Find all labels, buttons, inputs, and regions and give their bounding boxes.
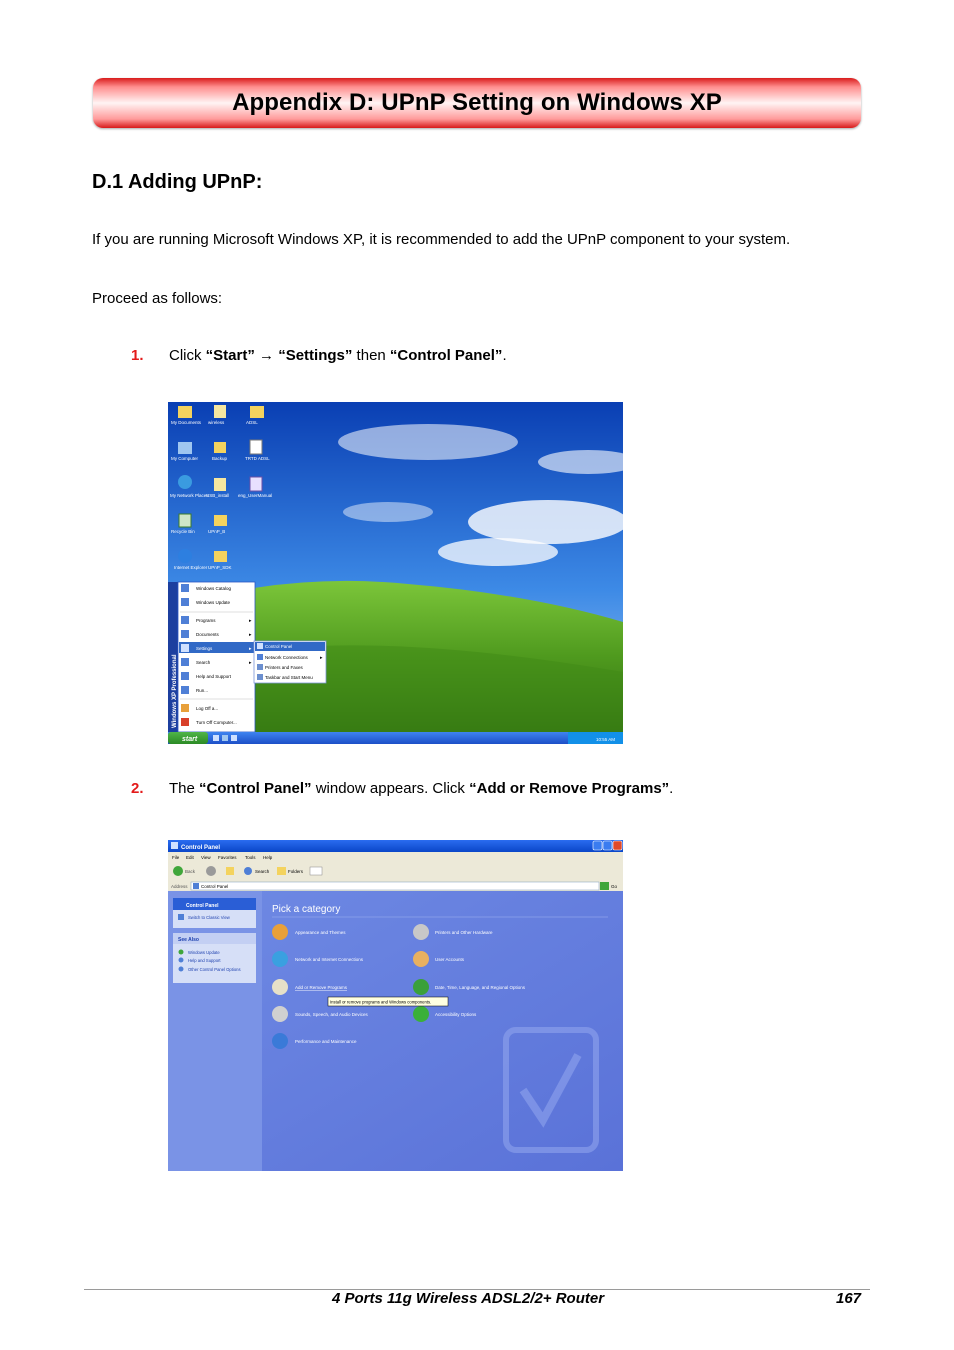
svg-text:Run...: Run... bbox=[196, 688, 209, 693]
svg-text:Recycle Bin: Recycle Bin bbox=[171, 529, 195, 534]
xp-desktop-screenshot bbox=[168, 402, 623, 744]
svg-text:Back: Back bbox=[185, 869, 196, 874]
svg-text:Backup: Backup bbox=[212, 456, 228, 461]
svg-text:Install or remove programs and: Install or remove programs and Windows components. bbox=[330, 999, 432, 1005]
section-title: D.1 Adding UPnP: bbox=[92, 171, 263, 193]
svg-text:Add or Remove Programs: Add or Remove Programs bbox=[295, 985, 348, 990]
svg-text:▸: ▸ bbox=[249, 618, 252, 624]
step-number: 1. bbox=[131, 347, 144, 364]
svg-text:Windows XP Professional: Windows XP Professional bbox=[172, 654, 178, 728]
svg-text:eng_UserManual: eng_UserManual bbox=[238, 493, 273, 498]
svg-text:wireless: wireless bbox=[208, 420, 225, 425]
svg-text:Accessibility Options: Accessibility Options bbox=[435, 1012, 477, 1017]
banner-title: Appendix D: UPnP Setting on Windows XP bbox=[232, 89, 722, 116]
svg-text:Date, Time, Language, and Regi: Date, Time, Language, and Regional Options bbox=[435, 985, 526, 990]
svg-text:Pick a category: Pick a category bbox=[272, 904, 341, 915]
svg-text:Control Panel: Control Panel bbox=[181, 845, 221, 851]
svg-text:Log Off a...: Log Off a... bbox=[196, 706, 219, 711]
svg-text:Internet Explorer: Internet Explorer bbox=[174, 565, 208, 570]
control-panel-screenshot bbox=[168, 840, 623, 1171]
svg-text:Folders: Folders bbox=[288, 869, 304, 874]
svg-text:Turn Off Computer...: Turn Off Computer... bbox=[196, 720, 237, 725]
step-2 bbox=[131, 780, 673, 797]
svg-text:▸: ▸ bbox=[320, 655, 323, 661]
svg-text:Network and Internet Connectio: Network and Internet Connections bbox=[295, 957, 364, 962]
intro-paragraph: If you are running Microsoft Windows XP, it is recommended to add the UPnP component to your system. bbox=[92, 231, 791, 248]
appendix-banner bbox=[93, 78, 861, 128]
svg-text:My Network Places: My Network Places bbox=[170, 493, 209, 498]
svg-text:Other Control Panel Options: Other Control Panel Options bbox=[188, 967, 241, 972]
svg-text:Windows Catalog: Windows Catalog bbox=[196, 586, 232, 591]
svg-text:Search: Search bbox=[255, 869, 270, 874]
svg-text:Tools: Tools bbox=[245, 855, 256, 860]
svg-text:▸: ▸ bbox=[249, 646, 252, 652]
footer-title: 4 Ports 11g Wireless ADSL2/2+ Router bbox=[332, 1290, 605, 1307]
svg-text:File: File bbox=[172, 855, 180, 860]
step-text: Click “Start” → “Settings” then “Control Panel”. bbox=[169, 347, 507, 364]
svg-text:USB_install: USB_install bbox=[206, 493, 230, 498]
svg-text:10:55 AM: 10:55 AM bbox=[596, 737, 616, 742]
svg-text:TRTD ADSL: TRTD ADSL bbox=[245, 456, 270, 461]
svg-text:My Computer: My Computer bbox=[171, 456, 199, 461]
svg-text:Help and Support: Help and Support bbox=[188, 958, 221, 963]
svg-text:Control Panel: Control Panel bbox=[201, 884, 229, 889]
svg-text:▸: ▸ bbox=[249, 632, 252, 638]
svg-text:start: start bbox=[182, 736, 198, 743]
svg-text:Control Panel: Control Panel bbox=[186, 903, 219, 909]
svg-text:Appearance and Themes: Appearance and Themes bbox=[295, 930, 346, 935]
svg-text:Documents: Documents bbox=[196, 632, 219, 637]
settings-submenu bbox=[254, 641, 326, 683]
svg-text:Switch to Classic View: Switch to Classic View bbox=[188, 915, 230, 920]
step-1 bbox=[131, 347, 507, 364]
svg-text:UPnP_SDK: UPnP_SDK bbox=[208, 565, 232, 570]
svg-text:Favorites: Favorites bbox=[218, 855, 237, 860]
proceed-paragraph: Proceed as follows: bbox=[92, 290, 223, 307]
svg-text:ADSL: ADSL bbox=[246, 420, 258, 425]
svg-text:My Documents: My Documents bbox=[171, 420, 202, 425]
svg-text:View: View bbox=[201, 855, 211, 860]
svg-text:Control Panel: Control Panel bbox=[265, 644, 293, 649]
svg-text:UPnP_B: UPnP_B bbox=[208, 529, 226, 534]
svg-text:Edit: Edit bbox=[186, 855, 194, 860]
svg-text:Taskbar and Start Menu: Taskbar and Start Menu bbox=[265, 675, 313, 680]
taskbar bbox=[168, 732, 623, 744]
svg-text:Programs: Programs bbox=[196, 618, 216, 623]
svg-text:Performance and Maintenance: Performance and Maintenance bbox=[295, 1039, 357, 1044]
svg-text:Windows Update: Windows Update bbox=[188, 950, 220, 955]
page-number: 167 bbox=[836, 1290, 862, 1307]
svg-text:Sounds, Speech, and Audio Devi: Sounds, Speech, and Audio Devices bbox=[295, 1012, 368, 1017]
svg-text:See Also: See Also bbox=[178, 937, 199, 943]
svg-text:Settings: Settings bbox=[196, 646, 213, 651]
svg-text:Windows Update: Windows Update bbox=[196, 600, 231, 605]
svg-text:Go: Go bbox=[611, 884, 618, 889]
svg-text:Address: Address bbox=[171, 884, 188, 889]
svg-text:Network Connections: Network Connections bbox=[265, 655, 308, 660]
svg-text:Search: Search bbox=[196, 660, 211, 665]
svg-text:Printers and Other Hardware: Printers and Other Hardware bbox=[435, 930, 493, 935]
svg-text:Help: Help bbox=[263, 855, 273, 860]
start-menu bbox=[168, 582, 255, 732]
svg-text:User Accounts: User Accounts bbox=[435, 957, 465, 962]
svg-text:Printers and Faxes: Printers and Faxes bbox=[265, 665, 303, 670]
step-text: The “Control Panel” window appears. Click “Add or Remove Programs”. bbox=[169, 780, 674, 797]
svg-text:▸: ▸ bbox=[249, 660, 252, 666]
step-number: 2. bbox=[131, 780, 144, 797]
svg-text:Help and Support: Help and Support bbox=[196, 674, 232, 679]
